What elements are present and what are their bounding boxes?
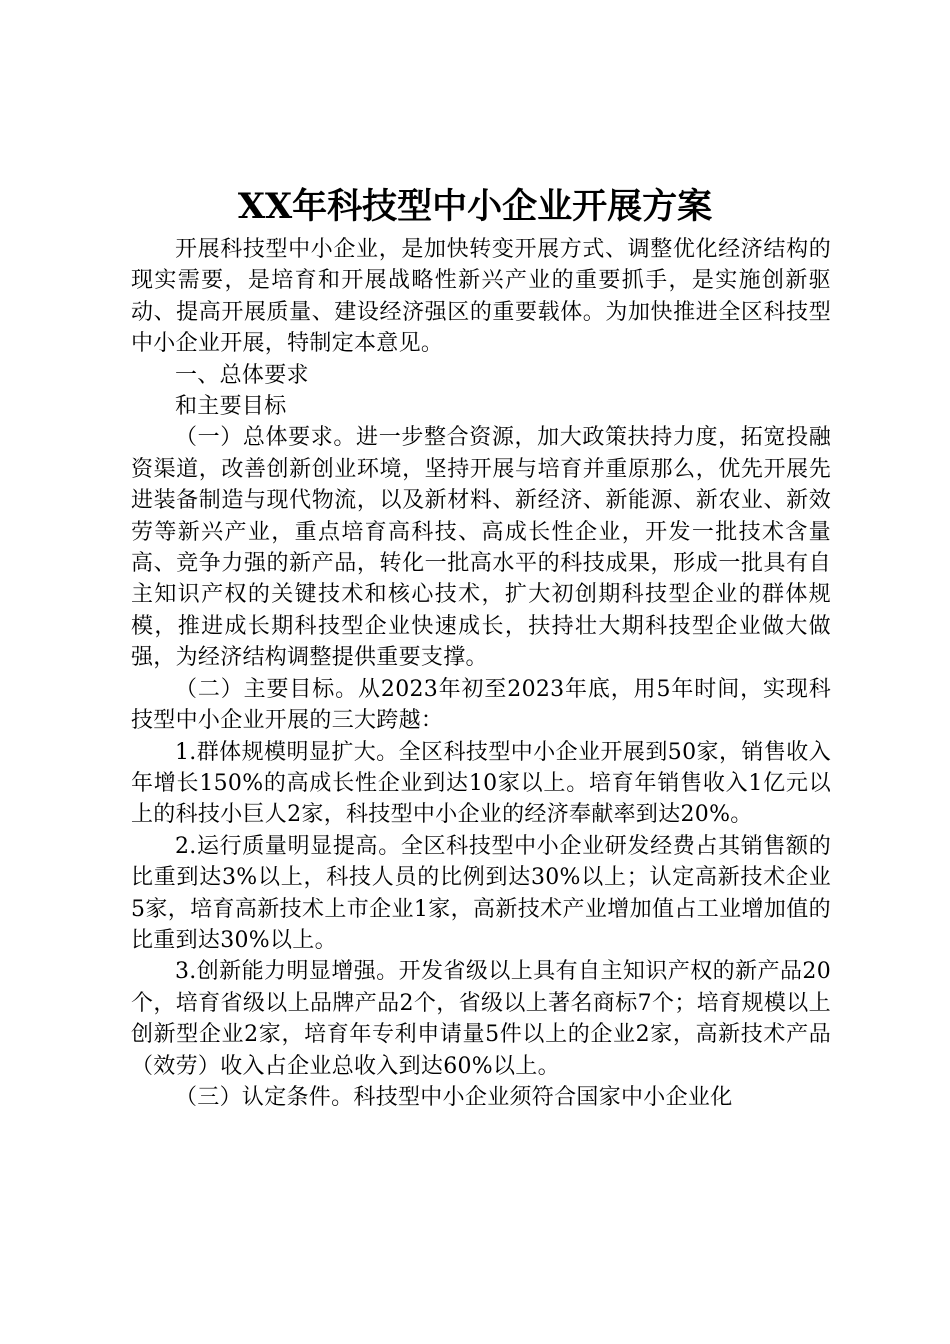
intro-paragraph: 开展科技型中小企业，是加快转变开展方式、调整优化经济结构的现实需要，是培育和开展战略性新兴产业的重要抓手，是实施创新驱动、提高开展质量、建设经济强区的重要载体。为加快推进全区科技型中小企业开展，特制定本意见。 (131, 237, 831, 357)
section-heading-goals: 和主要目标 (175, 394, 287, 420)
section-heading-overall: 一、总体要求 (175, 362, 309, 388)
paragraph-main-goals: （二）主要目标。从2023年初至2023年底，用5年时间，实现科技型中小企业开展的三大跨越： (131, 676, 831, 734)
paragraph-goal-1: 1.群体规模明显扩大。全区科技型中小企业开展到50家，销售收入年增长150%的高成长性企业到达10家以上。培育年销售收入1亿元以上的科技小巨人2家，科技型中小企业的经济奉献率到达20%。 (131, 739, 831, 828)
document-title: XX年科技型中小企业开展方案 (237, 186, 713, 227)
paragraph-goal-2: 2.运行质量明显提高。全区科技型中小企业研发经费占其销售额的比重到达3%以上，科技人员的比例到达30%以上；认定高新技术企业5家，培育高新技术上市企业1家，高新技术产业增加值占工业增加值的比重到达30%以上。 (131, 833, 831, 953)
document-body (131, 234, 831, 1113)
paragraph-certification-conditions: （三）认定条件。科技型中小企业须符合国家中小企业化 (175, 1084, 733, 1110)
paragraph-goal-3: 3.创新能力明显增强。开发省级以上具有自主知识产权的新产品20个，培育省级以上品牌产品2个，省级以上著名商标7个；培育规模以上创新型企业2家，培育年专利申请量5件以上的企业2家，高新技术产品（效劳）收入占企业总收入到达60%以上。 (131, 959, 831, 1079)
paragraph-overall-requirements: （一）总体要求。进一步整合资源，加大政策扶持力度，拓宽投融资渠道，改善创新创业环境，坚持开展与培育并重原那么，优先开展先进装备制造与现代物流，以及新材料、新经济、新能源、新农业、新效劳等新兴产业，重点培育高科技、高成长性企业，开发一批技术含量高、竞争力强的新产品，转化一批高水平的科技成果，形成一批具有自主知识产权的关键技术和核心技术，扩大初创期科技型企业的群体规模，推进成长期科技型企业快速成长，扶持壮大期科技型企业做大做强，为经济结构调整提供重要支撑。 (131, 425, 831, 671)
